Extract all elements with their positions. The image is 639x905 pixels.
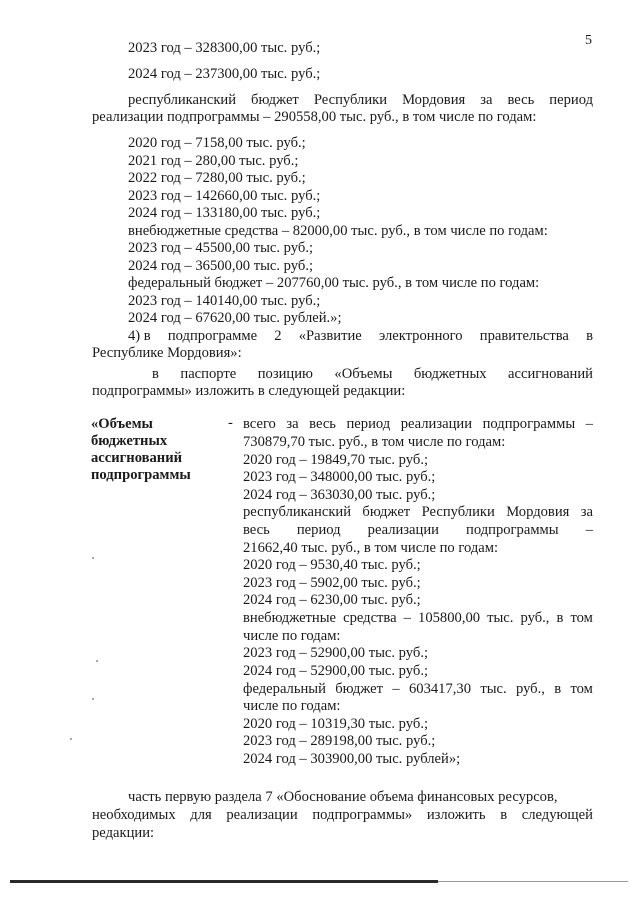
word: в <box>586 328 593 344</box>
word: подпрограммы <box>466 522 559 538</box>
word: весь <box>507 92 535 108</box>
year-line: 2020 год – 19849,70 тыс. руб.; <box>243 452 429 468</box>
year-line: 2023 год – 140140,00 тыс. руб.; <box>128 293 321 309</box>
year-line: 2023 год – 348000,00 тыс. руб.; <box>243 469 436 485</box>
word: республиканский <box>128 92 237 108</box>
passport-line2: подпрограммы» изложить в следующей редакции: <box>92 383 406 399</box>
word: Мордовия <box>402 92 466 108</box>
label-line: «Объемы <box>91 416 153 432</box>
table-federal-line1 <box>243 681 593 698</box>
table-extra-line2: числе по годам: <box>243 628 341 644</box>
year-line: 2020 год – 9530,40 тыс. руб.; <box>243 557 421 573</box>
word: руб., <box>515 681 545 697</box>
item4-line1 <box>128 328 593 345</box>
word: 105800,00 <box>418 610 481 626</box>
scan-speck <box>92 698 94 700</box>
total-line2: 730879,70 тыс. руб., в том числе по годам: <box>243 434 506 450</box>
word: необходимых <box>92 807 176 823</box>
word: 4) в <box>128 328 151 344</box>
word: правительства <box>479 328 569 344</box>
intro-line: 2023 год – 328300,00 тыс. руб.; <box>128 40 321 56</box>
word: за <box>580 504 593 520</box>
word: Республики <box>313 92 388 108</box>
word: весь <box>309 416 336 432</box>
word: республиканский <box>243 504 352 520</box>
scan-speck <box>92 557 94 559</box>
word: внебюджетные <box>243 610 337 626</box>
year-line: 2024 год – 36500,00 тыс. руб.; <box>128 258 314 274</box>
word: период <box>296 522 341 538</box>
scan-bottom-edge-faint <box>438 881 628 882</box>
section7-line1: часть первую раздела 7 «Обоснование объема финансовых ресурсов, <box>128 789 558 805</box>
word: период <box>549 92 593 108</box>
table-republic-line2 <box>243 522 593 539</box>
year-line: 2024 год – 133180,00 тыс. руб.; <box>128 205 321 221</box>
word: весь <box>243 522 270 538</box>
total-line1 <box>243 416 593 433</box>
year-line: 2020 год – 7158,00 тыс. руб.; <box>128 135 306 151</box>
word: 603417,30 <box>408 681 471 697</box>
word: руб., <box>520 610 550 626</box>
word: подпрограмме <box>167 328 258 344</box>
word: тыс. <box>480 681 507 697</box>
word: позицию <box>257 366 313 382</box>
word: «Объемы <box>334 366 393 382</box>
word: в <box>554 681 562 697</box>
label-line: ассигнований <box>91 450 183 466</box>
section7-line2 <box>92 807 593 824</box>
word: Мордовия <box>506 504 570 520</box>
word: том <box>570 681 593 697</box>
word: за <box>286 416 299 432</box>
table-label <box>91 416 191 484</box>
label-line: бюджетных <box>91 433 168 449</box>
year-line: 2024 год – 6230,00 тыс. руб.; <box>243 592 421 608</box>
year-line: 2021 год – 280,00 тыс. руб.; <box>128 153 299 169</box>
year-line: 2020 год – 10319,30 тыс. руб.; <box>243 716 429 732</box>
word: в <box>500 807 508 823</box>
word: 2 <box>274 328 282 344</box>
table-extra-line1 <box>243 610 593 627</box>
table-republic-line1 <box>243 504 593 521</box>
year-line: 2023 год – 142660,00 тыс. руб.; <box>128 188 321 204</box>
word: период <box>346 416 391 432</box>
word: реализации <box>400 416 473 432</box>
year-line: 2023 год – 5902,00 тыс. руб.; <box>243 575 421 591</box>
word: Республики <box>421 504 495 520</box>
passport-line1 <box>152 366 593 383</box>
table-federal-line2: числе по годам: <box>243 698 341 714</box>
word: следующей <box>521 807 593 823</box>
intro-line: 2024 год – 237300,00 тыс. руб.; <box>128 66 321 82</box>
year-line: 2023 год – 289198,00 тыс. руб.; <box>243 733 436 749</box>
year-line: 2024 год – 363030,00 тыс. руб.; <box>243 487 436 503</box>
word: – <box>403 610 411 626</box>
word: в <box>152 366 159 382</box>
word: паспорте <box>180 366 237 382</box>
scan-speck <box>70 738 72 740</box>
table-dash: - <box>228 415 233 431</box>
extrabudget-line: внебюджетные средства – 82000,00 тыс. руб., в том числе по годам: <box>128 223 548 239</box>
republic-budget-line2: реализации подпрограммы – 290558,00 тыс. руб., в том числе по годам: <box>92 109 537 125</box>
word: бюджет <box>335 681 384 697</box>
page-number: 5 <box>585 33 592 48</box>
scan-bottom-edge <box>10 880 438 883</box>
section7-line3: редакции: <box>92 825 155 841</box>
word: всего <box>243 416 276 432</box>
word: реализации <box>226 807 298 823</box>
word: подпрограммы <box>482 416 576 432</box>
year-line: 2022 год – 7280,00 тыс. руб.; <box>128 170 306 186</box>
label-line: подпрограммы <box>91 467 191 483</box>
word: – <box>392 681 400 697</box>
year-line: 2024 год – 52900,00 тыс. руб.; <box>243 663 429 679</box>
scan-speck <box>96 660 98 662</box>
year-line: 2023 год – 52900,00 тыс. руб.; <box>243 645 429 661</box>
word: в <box>556 610 564 626</box>
word: для <box>190 807 212 823</box>
word: бюджет <box>362 504 411 520</box>
word: том <box>570 610 593 626</box>
word: тыс. <box>487 610 514 626</box>
republic-budget-line1 <box>128 92 593 109</box>
year-line: 2024 год – 67620,00 тыс. рублей.»; <box>128 310 342 326</box>
word: средства <box>343 610 397 626</box>
item4-line2: Республике Мордовия»: <box>92 345 242 361</box>
federal-line: федеральный бюджет – 207760,00 тыс. руб., в том числе по годам: <box>128 275 540 291</box>
word: ассигнований <box>508 366 593 382</box>
word: бюджетных <box>413 366 487 382</box>
word: подпрограммы» <box>312 807 413 823</box>
word: электронного <box>378 328 463 344</box>
word: – <box>585 522 593 538</box>
word: «Развитие <box>298 328 362 344</box>
word: изложить <box>426 807 486 823</box>
word: реализации <box>367 522 439 538</box>
word: за <box>480 92 493 108</box>
word: бюджет <box>251 92 299 108</box>
word: – <box>585 416 593 432</box>
word: федеральный <box>243 681 326 697</box>
year-line: 2024 год – 303900,00 тыс. рублей»; <box>243 751 461 767</box>
year-line: 2023 год – 45500,00 тыс. руб.; <box>128 240 314 256</box>
table-republic-line3: 21662,40 тыс. руб., в том числе по годам: <box>243 540 499 556</box>
